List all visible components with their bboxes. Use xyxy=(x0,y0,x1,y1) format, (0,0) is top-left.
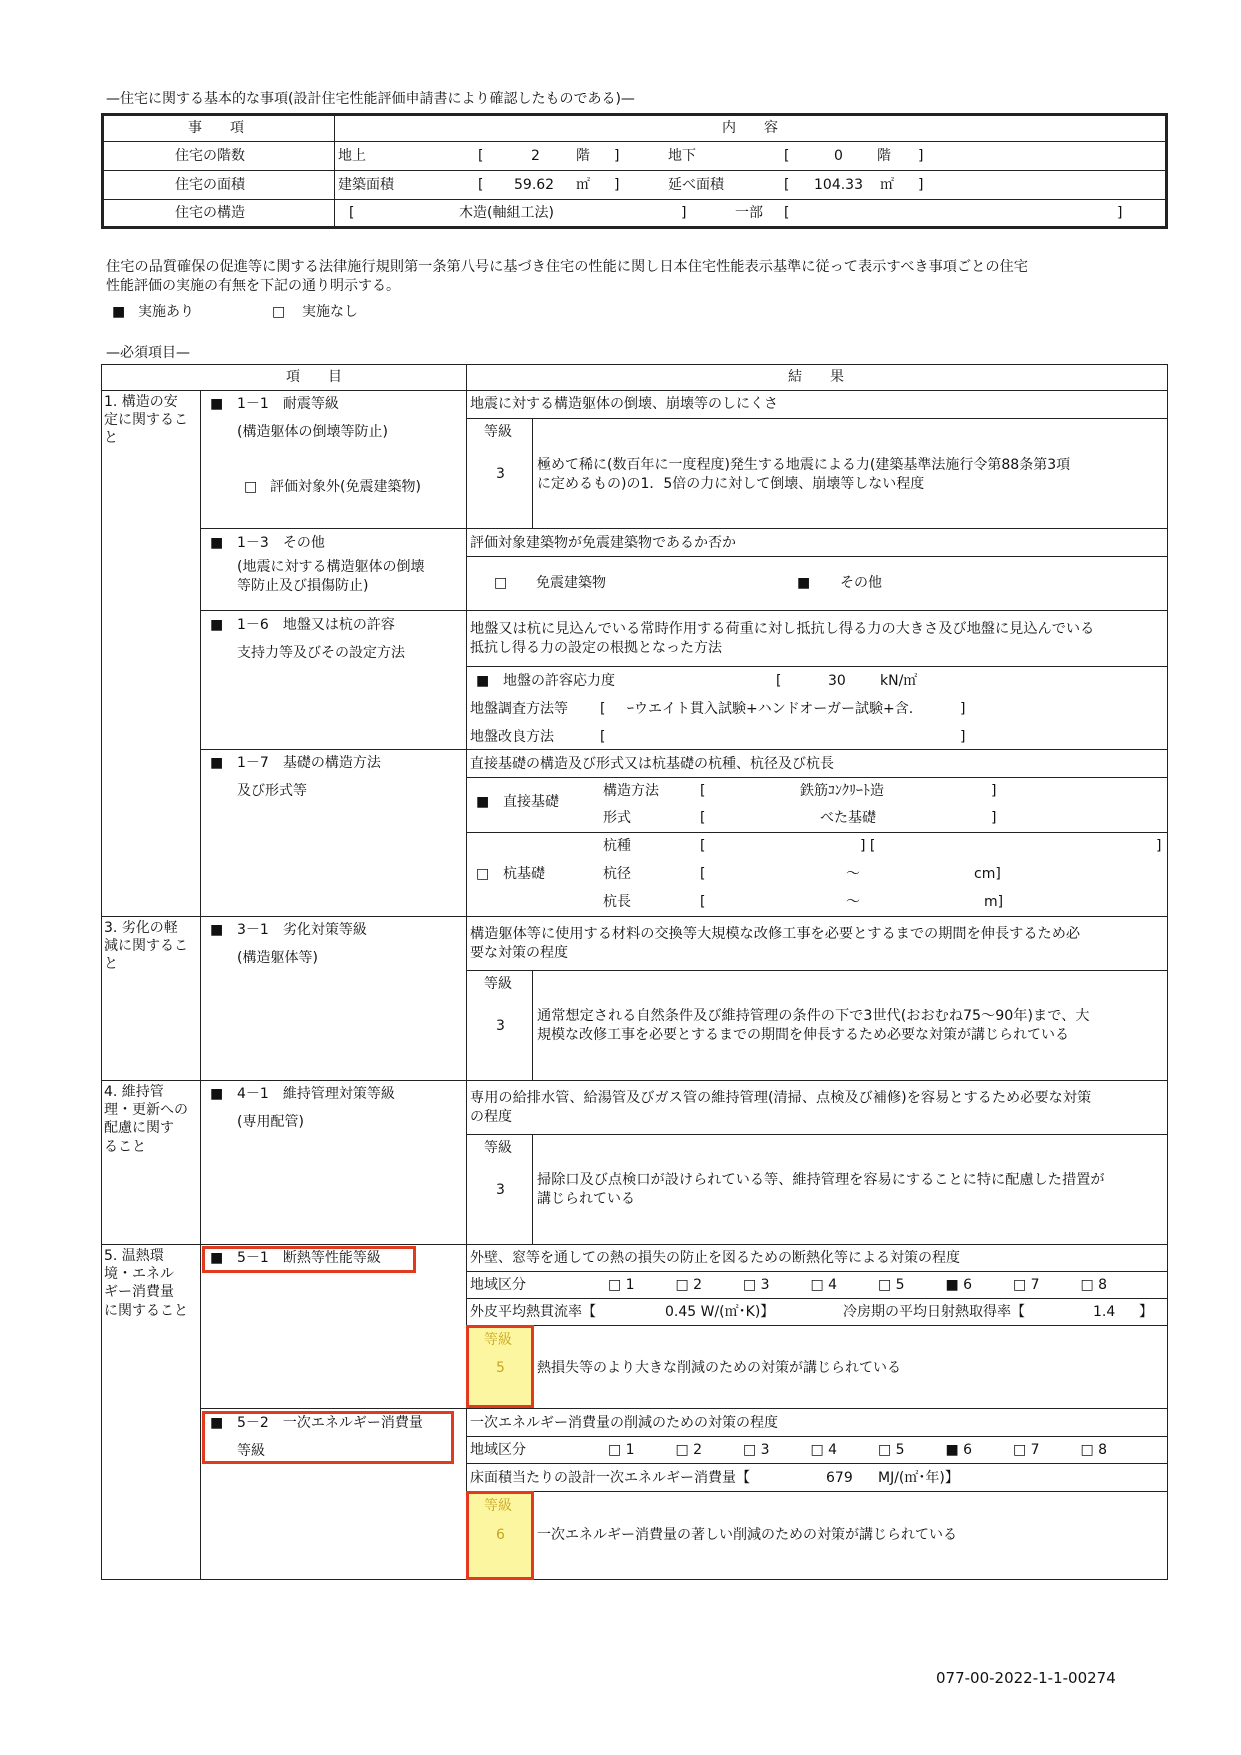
item-5-2-desc: 一次エネルギー消費量の削減のための対策の程度 xyxy=(470,1415,778,1431)
pile-len-label: 杭長 xyxy=(603,894,631,910)
region-option-7: □ 7 xyxy=(1013,1277,1040,1293)
item-1-3-opt-1: 免震建築物 xyxy=(536,575,606,591)
item-5-2-title: 5－2 一次エネルギー消費量 xyxy=(237,1415,423,1431)
bearing-value: 30 xyxy=(828,673,846,689)
item-3-1-grade: 3 xyxy=(496,1018,505,1034)
grade-label: 等級 xyxy=(484,1332,512,1348)
region-option-6: ■ 6 xyxy=(945,1277,973,1293)
item-1-6-desc-2: 抵抗し得る力の設定の根拠となった方法 xyxy=(470,640,722,656)
filled-square-icon: ■ xyxy=(210,617,224,633)
item-5-1-grade: 5 xyxy=(496,1360,505,1376)
region-option-1: □ 1 xyxy=(608,1277,635,1293)
required-col-result: 結 果 xyxy=(788,369,844,385)
item-3-1-sub: (構造躯体等) xyxy=(237,950,318,966)
filled-square-icon: ■ xyxy=(210,755,224,771)
legend-not: 実施なし xyxy=(302,304,358,320)
region-option-1: □ 1 xyxy=(608,1442,635,1458)
item-1-1-exempt: 評価対象外(免震建築物) xyxy=(270,479,421,495)
region-option-6: ■ 6 xyxy=(945,1442,973,1458)
floors-above-label: 地上 xyxy=(338,148,366,164)
tilde-1: ～ xyxy=(846,866,860,882)
tilde-2: ～ xyxy=(846,894,860,910)
item-5-2-sub: 等級 xyxy=(237,1443,265,1459)
empty-square-icon: □ xyxy=(476,866,490,882)
empty-square-icon: □ xyxy=(244,479,258,495)
filled-square-icon: ■ xyxy=(210,1250,224,1266)
item-1-1-text-1: 極めて稀に(数百年に一度程度)発生する地震による力(建築基準法施行令第88条第3項 xyxy=(537,457,1071,473)
ua-label: 外皮平均熱貫流率【 xyxy=(470,1304,596,1320)
item-1-3-opt-2: その他 xyxy=(840,575,882,591)
required-col-item: 項 目 xyxy=(286,369,342,385)
filled-square-icon: ■ xyxy=(210,1086,224,1102)
building-area-value: 59.62 xyxy=(514,177,555,193)
survey-value: ｰウエイト貫入試験+ハンドオーガー試験+含. xyxy=(627,701,914,717)
item-3-1-title: 3－1 劣化対策等級 xyxy=(237,922,367,938)
floors-unit: 階 xyxy=(576,148,590,164)
region-option-7: □ 7 xyxy=(1013,1442,1040,1458)
area-label: 住宅の面積 xyxy=(175,177,245,193)
direct-label: 直接基礎 xyxy=(503,794,559,810)
structure-label: 住宅の構造 xyxy=(175,205,245,221)
energy-value: 679 xyxy=(826,1470,853,1486)
building-area-label: 建築面積 xyxy=(338,177,394,193)
floors-below-label: 地下 xyxy=(668,148,696,164)
s3-category: 3. 劣化の軽 減に関するこ と xyxy=(104,920,188,973)
pile-type-label: 杭種 xyxy=(603,838,631,854)
item-3-1-desc-2: 要な対策の程度 xyxy=(470,945,568,961)
survey-label: 地盤調査方法等 xyxy=(470,701,568,717)
basic-col-content: 内 容 xyxy=(722,120,778,136)
empty-square-icon: □ xyxy=(272,304,286,320)
grade-label: 等級 xyxy=(484,424,512,440)
unit-m: m xyxy=(984,894,998,910)
item-1-6-desc-1: 地盤又は杭に見込んでいる常時作用する荷重に対し抵抗し得る力の大きさ及び地盤に見込んでいる xyxy=(470,621,1095,637)
basic-table xyxy=(101,113,1168,229)
filled-square-icon: ■ xyxy=(476,794,490,810)
s4-category: 4. 維持管 理・更新への 配慮に関す ること xyxy=(104,1084,188,1155)
region-option-3: □ 3 xyxy=(743,1277,770,1293)
region-option-4: □ 4 xyxy=(810,1442,838,1458)
form-value: べた基礎 xyxy=(820,810,876,826)
filled-square-icon: ■ xyxy=(210,1415,224,1431)
grade-label: 等級 xyxy=(484,976,512,992)
method-value: 鉄筋ｺﾝｸﾘｰﾄ造 xyxy=(800,783,884,799)
doc-number: 077-00-2022-1-1-00274 xyxy=(936,1669,1116,1687)
eta-label: 冷房期の平均日射熱取得率【 xyxy=(843,1304,1025,1320)
item-1-7-title: 1－7 基礎の構造方法 xyxy=(237,755,381,771)
method-label: 構造方法 xyxy=(603,783,659,799)
total-area-value: 104.33 xyxy=(814,177,863,193)
item-3-1-text-2: 規模な改修工事を必要とするまでの期間を伸長するため必要な対策が講じられている xyxy=(537,1027,1069,1043)
item-5-1-title: 5－1 断熱等性能等級 xyxy=(237,1250,381,1266)
item-1-6-title: 1－6 地盤又は杭の許容 xyxy=(237,617,395,633)
floors-above-value: 2 xyxy=(531,148,540,164)
filled-square-icon: ■ xyxy=(112,304,126,320)
intro-line-1: 住宅の品質確保の促進等に関する法律施行規則第一条第八号に基づき住宅の性能に関し日本住宅性能表示基準に従って表示すべき事項ごとの住宅 xyxy=(106,259,1028,275)
intro-line-2: 性能評価の実施の有無を下記の通り明示する。 xyxy=(106,278,400,294)
grade-label: 等級 xyxy=(484,1498,512,1514)
item-5-2-text: 一次エネルギー消費量の著しい削減のための対策が講じられている xyxy=(537,1527,957,1543)
filled-square-icon: ■ xyxy=(210,535,224,551)
region-option-8: □ 8 xyxy=(1080,1277,1108,1293)
item-1-1-sub: (構造躯体の倒壊等防止) xyxy=(237,424,388,440)
region-option-4: □ 4 xyxy=(810,1277,838,1293)
region-label: 地域区分 xyxy=(470,1442,526,1458)
item-4-1-desc-1: 専用の給排水管、給湯管及びガス管の維持管理(清掃、点検及び補修)を容易とするため必要な対策 xyxy=(470,1090,1092,1106)
item-4-1-text-1: 掃除口及び点検口が設けられている等、維持管理を容易にすることに特に配慮した措置が xyxy=(537,1172,1105,1188)
item-5-2-grade: 6 xyxy=(496,1527,505,1543)
area-unit-2: ㎡ xyxy=(880,177,894,193)
floors-label: 住宅の階数 xyxy=(175,148,245,164)
grade-label: 等級 xyxy=(484,1140,512,1156)
floors-below-value: 0 xyxy=(834,148,843,164)
region-label: 地域区分 xyxy=(470,1277,526,1293)
form-label: 形式 xyxy=(603,810,631,826)
item-1-1-grade: 3 xyxy=(496,466,505,482)
item-1-3-sub-2: 等防止及び損傷防止) xyxy=(237,578,369,594)
basic-heading: —住宅に関する基本的な事項(設計住宅性能評価申請書により確認したものである)— xyxy=(106,91,635,107)
ua-value: 0.45 W/(㎡･K)】 xyxy=(665,1304,775,1320)
item-4-1-title: 4－1 維持管理対策等級 xyxy=(237,1086,395,1102)
filled-square-icon: ■ xyxy=(210,922,224,938)
region-option-8: □ 8 xyxy=(1080,1442,1108,1458)
s5-category: 5. 温熱環 境・エネル ギー消費量 に関すること xyxy=(104,1248,188,1319)
filled-square-icon: ■ xyxy=(210,396,224,412)
empty-square-icon: □ xyxy=(494,575,508,591)
item-1-1-title: 1－1 耐震等級 xyxy=(237,396,339,412)
item-1-7-desc: 直接基礎の構造及び形式又は杭基礎の杭種、杭径及び杭長 xyxy=(470,756,834,772)
filled-square-icon: ■ xyxy=(476,673,490,689)
region-option-2: □ 2 xyxy=(675,1442,703,1458)
energy-label: 床面積当たりの設計一次エネルギー消費量【 xyxy=(470,1470,750,1486)
area-unit: ㎡ xyxy=(576,177,590,193)
item-4-1-grade: 3 xyxy=(496,1182,505,1198)
eta-close: 】 xyxy=(1139,1304,1153,1320)
legend-done: 実施あり xyxy=(138,304,194,320)
structure-part-label: 一部 xyxy=(735,205,763,221)
total-area-label: 延べ面積 xyxy=(668,177,724,193)
item-3-1-text-1: 通常想定される自然条件及び維持管理の条件の下で3世代(おおむね75～90年)まで、大 xyxy=(537,1008,1090,1024)
region-option-3: □ 3 xyxy=(743,1442,770,1458)
item-1-3-sub-1: (地震に対する構造躯体の倒壊 xyxy=(237,559,425,575)
region-option-5: □ 5 xyxy=(878,1277,905,1293)
item-1-6-sub: 支持力等及びその設定方法 xyxy=(237,645,405,661)
pile-label: 杭基礎 xyxy=(503,866,545,882)
bearing-unit: kN/㎡ xyxy=(880,673,918,689)
item-5-1-desc: 外壁、窓等を通しての熱の損失の防止を図るための断熱化等による対策の程度 xyxy=(470,1250,960,1266)
item-1-1-text-2: に定めるもの)の1．5倍の力に対して倒壊、崩壊等しない程度 xyxy=(537,476,925,492)
item-1-7-sub: 及び形式等 xyxy=(237,783,307,799)
item-1-3-desc: 評価対象建築物が免震建築物であるか否か xyxy=(470,535,736,551)
item-4-1-desc-2: の程度 xyxy=(470,1109,512,1125)
region-option-2: □ 2 xyxy=(675,1277,703,1293)
floors-unit-2: 階 xyxy=(877,148,891,164)
pile-dia-label: 杭径 xyxy=(603,866,631,882)
eta-value: 1.4 xyxy=(1093,1304,1116,1320)
filled-square-icon: ■ xyxy=(797,575,811,591)
item-4-1-text-2: 講じられている xyxy=(537,1191,635,1207)
unit-cm: cm xyxy=(974,866,996,882)
item-5-1-text: 熱損失等のより大きな削減のための対策が講じられている xyxy=(537,1360,901,1376)
bearing-label: 地盤の許容応力度 xyxy=(503,673,615,689)
item-4-1-sub: (専用配管) xyxy=(237,1114,304,1130)
structure-value: 木造(軸組工法) xyxy=(459,205,554,221)
item-3-1-desc-1: 構造躯体等に使用する材料の交換等大規模な改修工事を必要とするまでの期間を伸長するため必 xyxy=(470,926,1081,942)
item-1-1-desc: 地震に対する構造躯体の倒壊、崩壊等のしにくさ xyxy=(470,396,778,412)
energy-unit: MJ/(㎡･年)】 xyxy=(878,1470,959,1486)
region-option-5: □ 5 xyxy=(878,1442,905,1458)
required-heading: —必須項目— xyxy=(106,345,190,361)
improve-label: 地盤改良方法 xyxy=(470,729,554,745)
item-1-3-title: 1－3 その他 xyxy=(237,535,325,551)
s1-category: 1. 構造の安 定に関するこ と xyxy=(104,394,188,447)
basic-col-item: 事 項 xyxy=(188,120,244,136)
